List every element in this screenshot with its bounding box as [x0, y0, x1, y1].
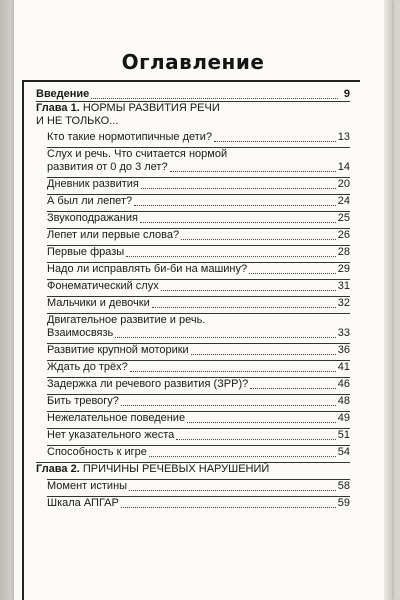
page-edge-shadow [384, 0, 392, 600]
chapter-2-entries [36, 479, 350, 510]
toc-entry [47, 161, 350, 174]
toc-entry [47, 378, 350, 391]
dot-leader [140, 222, 336, 223]
page-gutter-shadow [0, 0, 14, 600]
toc-entry [47, 263, 350, 276]
toc-entry [47, 395, 350, 408]
toc-entry [47, 497, 350, 510]
toc-entry-label: Задержка ли речевого развития (ЗРР)? [47, 378, 249, 390]
dot-leader [129, 490, 336, 491]
chapter-1-entries [36, 131, 350, 459]
dot-leader [91, 98, 338, 99]
toc-entry-page: 48 [337, 395, 350, 407]
toc-entry-label: Введение [36, 88, 90, 100]
toc-entry-page: 13 [337, 131, 350, 143]
toc-entry [47, 229, 350, 242]
toc-entry [47, 280, 350, 293]
toc-entry [47, 212, 350, 225]
toc-entry-label-line1: Двигательное развитие и речь. [47, 314, 206, 326]
toc-entry-page: 14 [337, 161, 350, 173]
toc-entry [47, 195, 350, 208]
toc-entry-label: Способность к игре [47, 446, 147, 458]
dot-leader [214, 141, 336, 142]
chapter-1-title-line1: НОРМЫ РАЗВИТИЯ РЕЧИ [82, 102, 220, 114]
toc-entry [47, 361, 350, 374]
toc-entry [47, 246, 350, 259]
dot-leader [149, 456, 336, 457]
toc-entry-label: Первые фразы [47, 246, 125, 258]
chapter-1-heading [36, 102, 350, 115]
dot-leader [187, 422, 336, 423]
toc-entry-page: 46 [337, 378, 350, 390]
chapter-1-title-line2: И НЕ ТОЛЬКО... [36, 115, 119, 127]
toc-entry-label: Звукоподражания [47, 212, 138, 224]
toc-entry-intro [36, 88, 350, 101]
toc-entry-label: Надо ли исправлять би-би на машину? [47, 263, 248, 275]
toc-entry-page: 25 [337, 212, 350, 224]
toc-entry [47, 480, 350, 493]
toc-entry-label: Мальчики и девочки [47, 297, 150, 309]
dot-leader [191, 354, 336, 355]
chapter-2-title: ПРИЧИНЫ РЕЧЕВЫХ НАРУШЕНИЙ [82, 463, 270, 475]
dot-leader [134, 205, 336, 206]
chapter-2-heading [36, 463, 350, 476]
toc-entry-label-line2: развития от 0 до 3 лет? [47, 161, 168, 173]
toc-entry [47, 344, 350, 357]
toc-entry-page: 20 [337, 178, 350, 190]
toc-entry [47, 446, 350, 459]
toc-entry-label-line1: Слух и речь. Что считается нормой [47, 148, 228, 160]
toc-entry-page: 24 [337, 195, 350, 207]
table-of-contents [36, 88, 350, 510]
toc-entry-label: Лепет или первые слова? [47, 229, 180, 241]
dot-leader [161, 290, 336, 291]
dot-leader [121, 507, 336, 508]
dot-leader [176, 439, 336, 440]
dot-leader [249, 273, 336, 274]
toc-entry-page: 31 [337, 280, 350, 292]
toc-entry-page: 49 [337, 412, 350, 424]
toc-entry-page: 54 [337, 446, 350, 458]
dot-leader [181, 239, 336, 240]
toc-entry [47, 327, 350, 340]
toc-entry-label: Кто такие нормотипичные дети? [47, 131, 213, 143]
toc-entry-label: Фонематический слух [47, 280, 159, 292]
toc-entry-label: А был ли лепет? [47, 195, 133, 207]
toc-entry [47, 429, 350, 442]
toc-entry-label: Развитие крупной моторики [47, 344, 189, 356]
toc-entry-page: 36 [337, 344, 350, 356]
toc-entry-label: Ждать до трёх? [47, 361, 128, 373]
toc-entry-label: Бить тревогу? [47, 395, 119, 407]
toc-entry [47, 178, 350, 191]
toc-entry-page: 9 [343, 88, 350, 100]
toc-entry [47, 297, 350, 310]
dot-leader [250, 388, 336, 389]
toc-entry-label: Шкала АПГАР [47, 497, 119, 509]
toc-entry-page: 41 [337, 361, 350, 373]
toc-entry-label-line2: Взаимосвязь [47, 327, 114, 339]
dot-leader [126, 256, 336, 257]
dot-leader [152, 307, 336, 308]
toc-entry [47, 412, 350, 425]
toc-entry [47, 131, 350, 144]
chapter-2-prefix: Глава 2. [36, 463, 80, 475]
toc-entry-label: Нет указательного жеста [47, 429, 175, 441]
toc-entry-label: Нежелательное поведение [47, 412, 186, 424]
dot-leader [115, 337, 335, 338]
toc-entry-page: 33 [337, 327, 350, 339]
page-title: Оглавление [121, 50, 265, 74]
chapter-1-prefix: Глава 1. [36, 102, 80, 114]
dot-leader [121, 405, 336, 406]
toc-entry-label: Дневник развития [47, 178, 139, 190]
toc-entry-label: Момент истины [47, 480, 128, 492]
toc-entry-page: 28 [337, 246, 350, 258]
toc-entry-page: 26 [337, 229, 350, 241]
toc-entry-page: 58 [337, 480, 350, 492]
dot-leader [170, 171, 336, 172]
toc-entry-page: 59 [337, 497, 350, 509]
toc-entry-page: 32 [337, 297, 350, 309]
dot-leader [130, 371, 336, 372]
toc-entry-page: 51 [337, 429, 350, 441]
dot-leader [141, 188, 336, 189]
toc-entry-page: 29 [337, 263, 350, 275]
